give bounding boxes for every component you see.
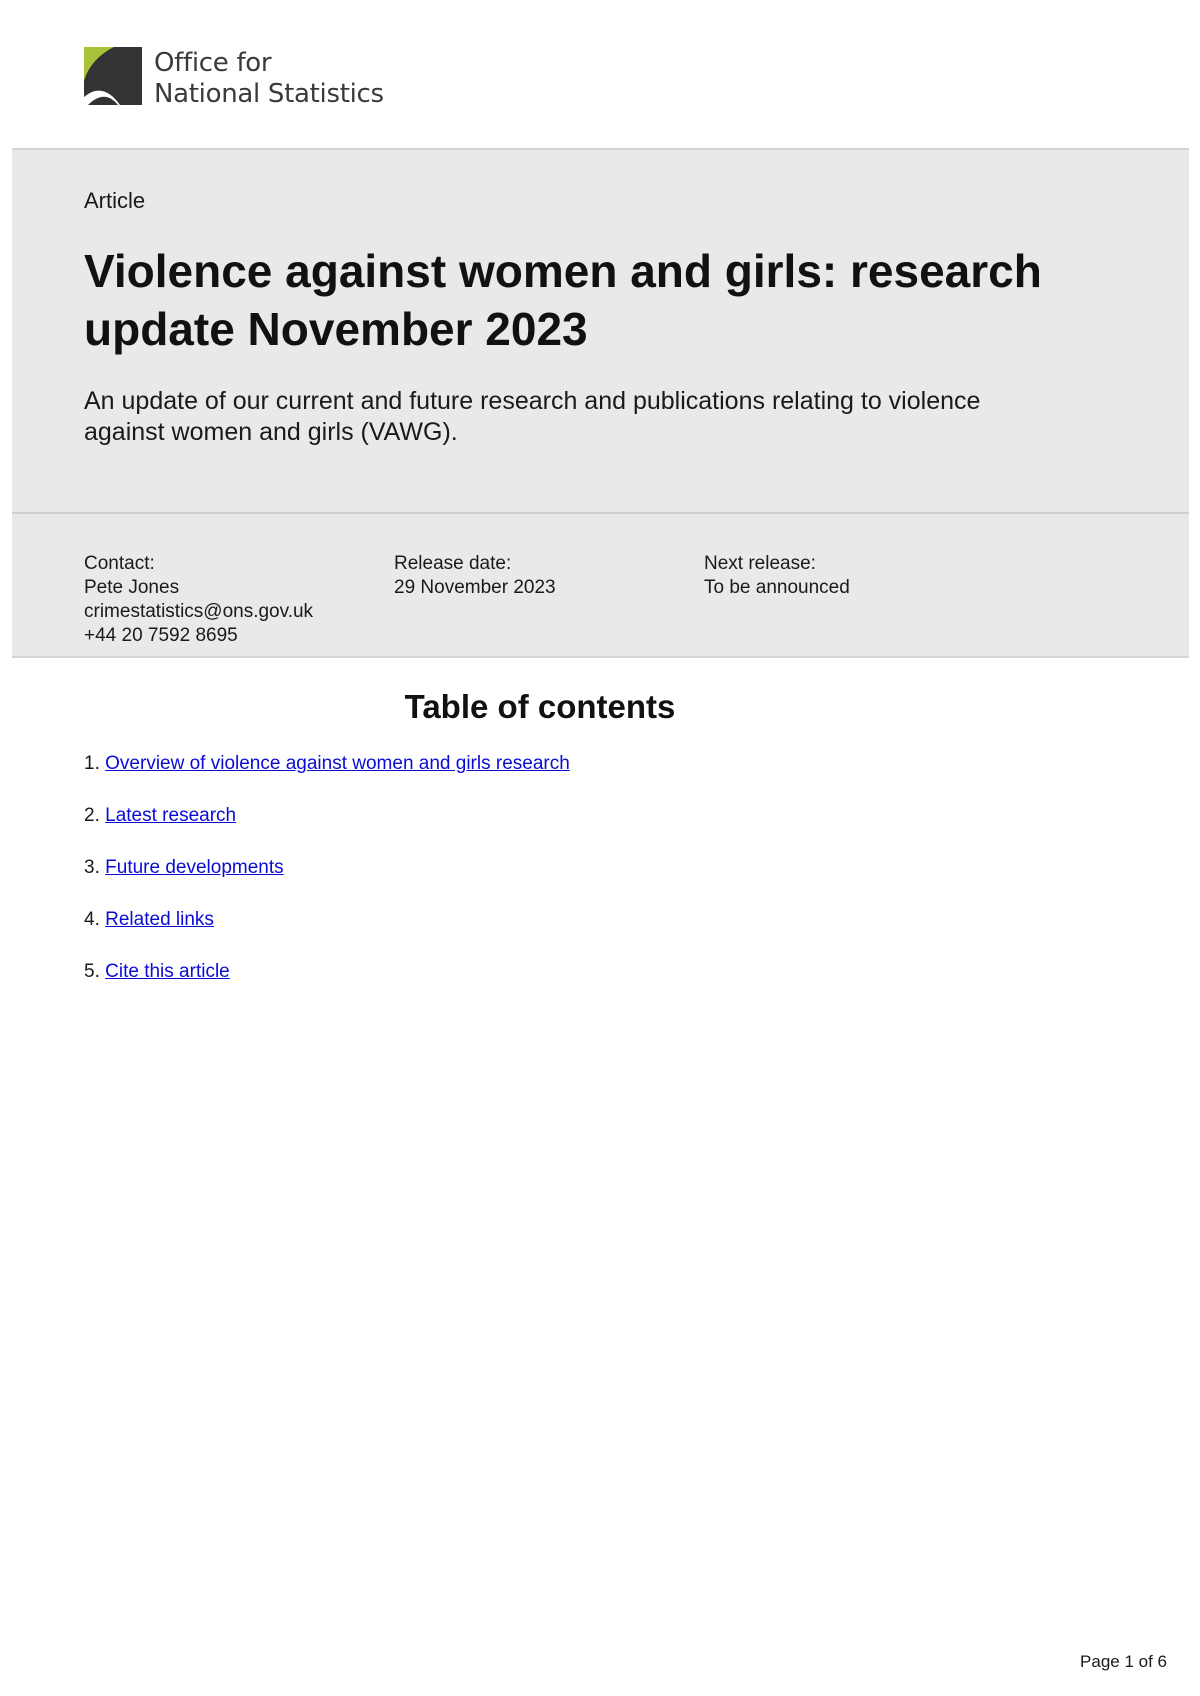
logo-line-2: National Statistics xyxy=(154,79,384,109)
header-divider xyxy=(12,512,1189,514)
ons-logo xyxy=(84,47,384,110)
next-release-value: To be announced xyxy=(704,577,850,598)
toc-item xyxy=(84,856,570,908)
ons-logo-icon xyxy=(84,47,142,105)
next-release-info xyxy=(704,552,850,600)
release-date-info xyxy=(394,552,556,600)
toc-link-cite-article[interactable]: Cite this article xyxy=(105,961,230,982)
document-type: Article xyxy=(84,188,146,213)
toc-item-number: 2. xyxy=(84,805,100,826)
article-header xyxy=(12,148,1189,658)
table-of-contents xyxy=(84,752,570,1012)
logo-line-1: Office for xyxy=(154,48,272,78)
page-number: Page 1 of 6 xyxy=(1080,1652,1167,1671)
toc-link-overview[interactable]: Overview of violence against women and girls research xyxy=(105,753,570,774)
toc-item xyxy=(84,752,570,804)
release-date-label: Release date: xyxy=(394,553,512,574)
next-release-label: Next release: xyxy=(704,553,816,574)
toc-link-latest-research[interactable]: Latest research xyxy=(105,805,237,826)
toc-item-number: 1. xyxy=(84,753,100,774)
article-summary: An update of our current and future research and publications relating to violence against women and girls (VAWG). xyxy=(84,387,981,446)
toc-item xyxy=(84,908,570,960)
contact-phone: +44 20 7592 8695 xyxy=(84,625,238,646)
contact-label: Contact: xyxy=(84,553,155,574)
ons-logo-wordmark xyxy=(154,48,384,110)
toc-item xyxy=(84,960,570,1012)
contact-email: crimestatistics@ons.gov.uk xyxy=(84,601,314,622)
toc-item-number: 4. xyxy=(84,909,100,930)
release-date-value: 29 November 2023 xyxy=(394,577,556,598)
toc-item xyxy=(84,804,570,856)
contact-name: Pete Jones xyxy=(84,577,180,598)
toc-item-number: 3. xyxy=(84,857,100,878)
toc-heading: Table of contents xyxy=(404,688,676,725)
toc-link-future-developments[interactable]: Future developments xyxy=(105,857,284,878)
toc-item-number: 5. xyxy=(84,961,100,982)
page-title: Violence against women and girls: research update November 2023 xyxy=(84,245,1042,355)
toc-link-related-links[interactable]: Related links xyxy=(105,909,214,930)
contact-info xyxy=(84,552,313,648)
